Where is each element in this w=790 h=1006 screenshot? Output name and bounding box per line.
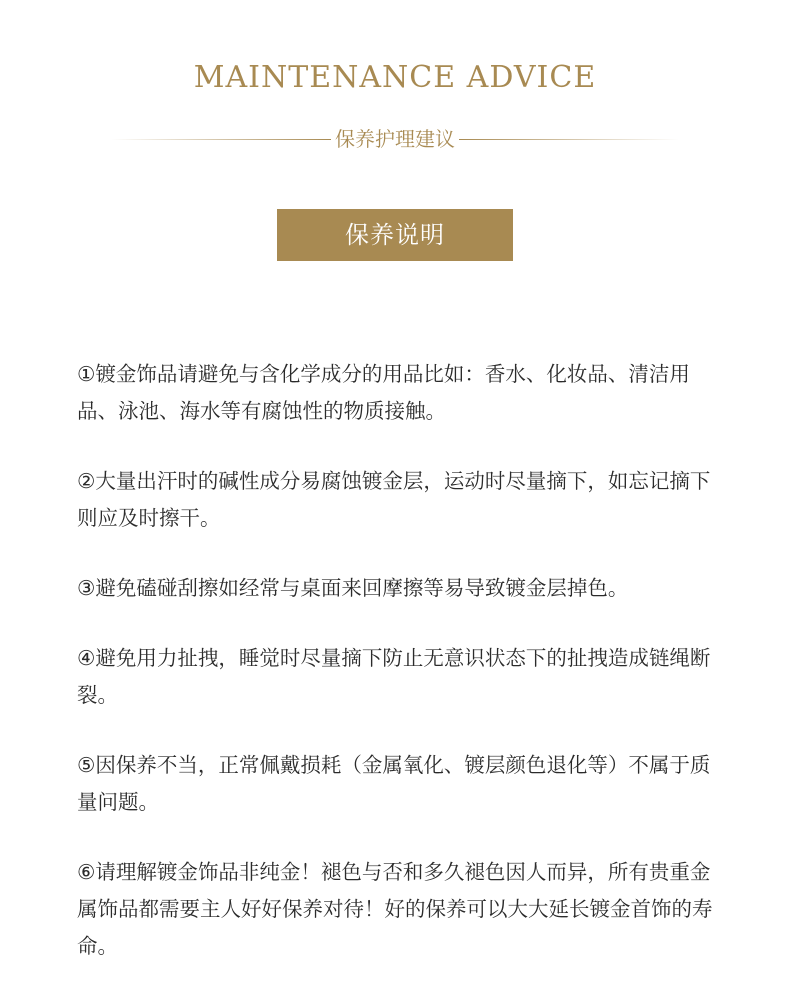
- advice-item-4: ④避免用力扯拽，睡觉时尽量摘下防止无意识状态下的扯拽造成链绳断裂。: [77, 646, 711, 707]
- advice-item-3: ③避免磕碰刮擦如经常与桌面来回摩擦等易导致镀金层掉色。: [77, 576, 629, 600]
- advice-item-1: ①镀金饰品请避免与含化学成分的用品比如：香水、化妆品、清洁用品、泳池、海水等有腐蚀性的物质接触。: [77, 362, 690, 423]
- page-title: MAINTENANCE ADVICE: [193, 60, 597, 95]
- advice-item-6: ⑥请理解镀金饰品非纯金！褪色与否和多久褪色因人而异，所有贵重金属饰品都需要主人好好保养对待！好的保养可以大大延长镀金首饰的寿命。: [77, 860, 713, 958]
- advice-item-2: ②大量出汗时的碱性成分易腐蚀镀金层，运动时尽量摘下，如忘记摘下则应及时擦干。: [77, 469, 711, 530]
- page-subtitle: 保养护理建议: [335, 127, 455, 151]
- section-badge: 保养说明: [277, 209, 513, 261]
- advice-item-5: ⑤因保养不当，正常佩戴损耗（金属氧化、镀层颜色退化等）不属于质量问题。: [77, 753, 711, 814]
- divider-right: [459, 139, 679, 140]
- subtitle-row: [0, 124, 790, 154]
- advice-list: [77, 356, 727, 965]
- divider-left: [111, 139, 331, 140]
